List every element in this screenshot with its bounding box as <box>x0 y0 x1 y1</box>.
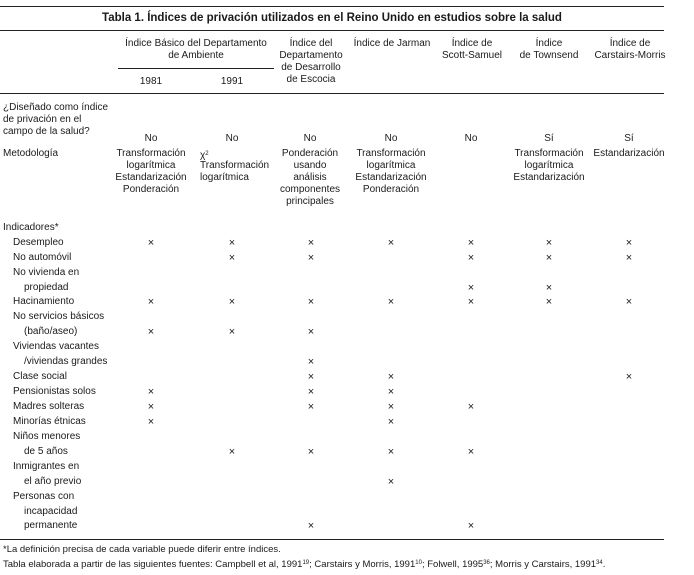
indicator-label: Hacinamiento <box>13 296 75 307</box>
indicators-heading: Indicadores* <box>3 222 59 233</box>
dept-group-rule <box>118 68 274 69</box>
indicator-mark: × <box>147 296 155 308</box>
top-rule <box>0 6 664 7</box>
title-rule <box>0 30 664 31</box>
header-rule <box>0 93 664 94</box>
indicator-label: propiedad <box>24 282 69 293</box>
chi-exponent: 2 <box>205 151 209 157</box>
indicator-mark: × <box>467 401 475 413</box>
design-1991: No <box>225 133 239 144</box>
design-row-label: ¿Diseñado como índice de privación en el campo de la salud? <box>3 102 109 137</box>
col-escocia: Índice del Departamento de Desarrollo de Escocia <box>279 38 343 85</box>
indicator-mark: × <box>625 296 633 308</box>
indicator-mark: × <box>467 237 475 249</box>
indicator-mark: × <box>228 252 236 264</box>
footnote-definition: *La definición precisa de cada variable puede diferir entre índices. <box>3 544 281 555</box>
indicator-mark: × <box>307 252 315 264</box>
indicator-mark: × <box>387 401 395 413</box>
indicator-label: Madres solteras <box>13 401 85 412</box>
col-dept-group: Índice Básico del Departamento de Ambiente <box>125 38 267 61</box>
indicator-label: permanente <box>24 520 78 531</box>
method-carstairs: Estandarización <box>593 148 665 159</box>
ref-folwell: 36 <box>483 560 490 566</box>
indicator-label: incapacidad <box>24 506 78 517</box>
method-jarman: Transformación logarítmica Estandarización Ponderación <box>355 148 427 195</box>
indicator-mark: × <box>307 371 315 383</box>
indicator-label: No vivienda en <box>13 267 80 278</box>
indicator-mark: × <box>387 296 395 308</box>
indicator-mark: × <box>147 416 155 428</box>
sources-text-e: . <box>602 559 606 570</box>
indicator-mark: × <box>545 237 553 249</box>
method-1991-rest: Transformación logarítmica <box>200 160 270 183</box>
indicator-mark: × <box>467 252 475 264</box>
design-townsend: Sí <box>544 133 554 144</box>
indicator-mark: × <box>467 296 475 308</box>
ref-campbell: 19 <box>302 560 310 566</box>
indicator-mark: × <box>147 386 155 398</box>
indicator-label: Minorías étnicas <box>13 416 86 427</box>
table-title: Tabla 1. Índices de privación utilizados en el Reino Unido en estudios sobre la salud <box>102 12 562 24</box>
indicator-label: (baño/aseo) <box>24 326 78 337</box>
indicator-mark: × <box>228 326 236 338</box>
indicator-mark: × <box>307 386 315 398</box>
indicator-mark: × <box>545 252 553 264</box>
indicator-label: Clase social <box>13 371 67 382</box>
indicator-mark: × <box>467 520 475 532</box>
indicator-mark: × <box>307 520 315 532</box>
design-1981: No <box>144 133 158 144</box>
method-townsend: Transformación logarítmica Estandarización <box>513 148 585 183</box>
design-jarman: No <box>384 133 398 144</box>
indicator-label: No servicios básicos <box>13 311 105 322</box>
indicator-mark: × <box>387 237 395 249</box>
indicator-mark: × <box>545 282 553 294</box>
sources-text-d: ; Morris y Carstairs, 1991 <box>489 559 597 570</box>
indicator-mark: × <box>387 371 395 383</box>
indicator-mark: × <box>467 446 475 458</box>
indicator-label: de 5 años <box>24 446 68 457</box>
indicator-mark: × <box>625 371 633 383</box>
indicator-label: /viviendas grandes <box>24 356 108 367</box>
design-carstairs: Sí <box>624 133 634 144</box>
method-row-label: Metodología <box>3 148 59 159</box>
col-scott-samuel: Índice de Scott-Samuel <box>441 38 503 61</box>
footnote-sources <box>3 557 605 571</box>
col-1981: 1981 <box>139 76 163 87</box>
indicator-label: Inmigrantes en <box>13 461 80 472</box>
col-townsend: Índice de Townsend <box>519 38 579 61</box>
col-jarman: Índice de Jarman <box>353 38 431 49</box>
indicator-mark: × <box>307 326 315 338</box>
design-escocia: No <box>303 133 317 144</box>
indicator-label: Niños menores <box>13 431 81 442</box>
indicator-mark: × <box>147 326 155 338</box>
method-escocia: Ponderación usando análisis componentes principales <box>279 148 341 207</box>
sources-text-a: Tabla elaborada a partir de las siguientes fuentes: Campbell et al, 1991 <box>3 559 303 570</box>
chi-symbol: χ <box>200 150 206 161</box>
indicator-label: Personas con <box>13 491 75 502</box>
indicator-mark: × <box>545 296 553 308</box>
sources-text-b: ; Carstairs y Morris, 1991 <box>309 559 416 570</box>
indicator-mark: × <box>147 237 155 249</box>
indicator-mark: × <box>625 252 633 264</box>
indicator-mark: × <box>147 401 155 413</box>
indicator-label: No automóvil <box>13 252 72 263</box>
indicator-label: Viviendas vacantes <box>13 341 99 352</box>
indicator-mark: × <box>228 237 236 249</box>
indicator-mark: × <box>387 386 395 398</box>
ref-morris: 34 <box>596 560 603 566</box>
indicator-mark: × <box>307 356 315 368</box>
indicator-mark: × <box>387 416 395 428</box>
col-1991: 1991 <box>220 76 244 87</box>
indicator-mark: × <box>625 237 633 249</box>
indicator-mark: × <box>228 446 236 458</box>
indicator-mark: × <box>307 401 315 413</box>
design-scott-samuel: No <box>464 133 478 144</box>
indicator-mark: × <box>307 296 315 308</box>
bottom-rule <box>0 539 664 540</box>
indicator-mark: × <box>467 282 475 294</box>
ref-carstairs: 10 <box>415 560 422 566</box>
indicator-mark: × <box>387 476 395 488</box>
indicator-mark: × <box>387 446 395 458</box>
sources-text-c: ; Folwell, 1995 <box>421 559 484 570</box>
indicator-label: Pensionistas solos <box>13 386 96 397</box>
method-1981: Transformación logarítmica Estandarización Ponderación <box>115 148 187 195</box>
indicator-label: Desempleo <box>13 237 64 248</box>
indicator-mark: × <box>307 446 315 458</box>
indicator-mark: × <box>228 296 236 308</box>
indicator-mark: × <box>307 237 315 249</box>
col-carstairs: Índice de Carstairs-Morris <box>594 38 666 61</box>
indicator-label: el año previo <box>24 476 82 487</box>
